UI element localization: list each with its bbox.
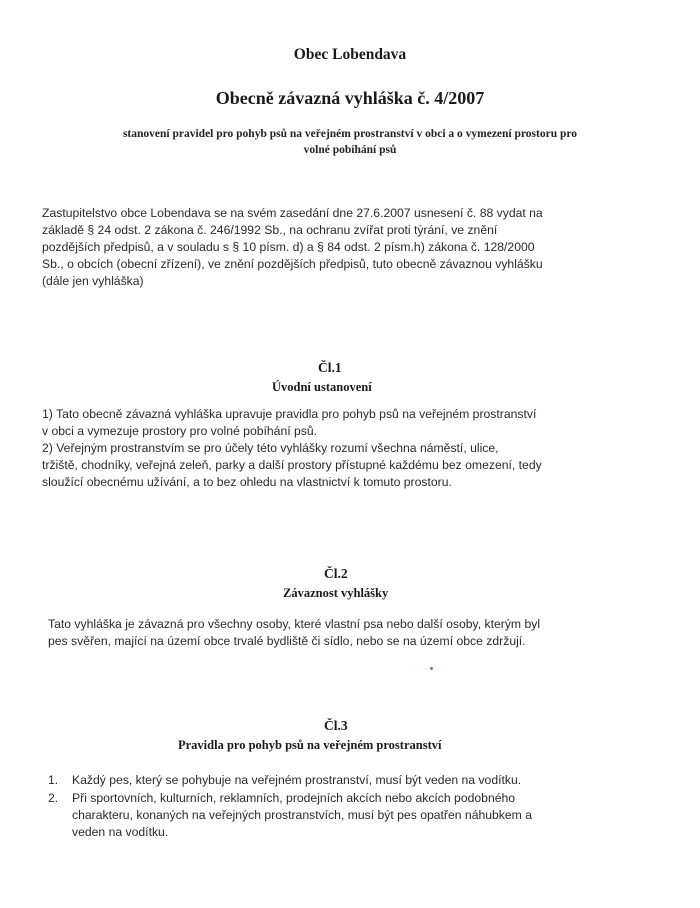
article-1-number: Čl.1 (318, 360, 342, 375)
intro-line: (dále jen vyhláška) (42, 274, 144, 288)
article-2-body (48, 616, 648, 650)
article-3-number: Čl.3 (324, 718, 348, 733)
intro-line: základě § 24 odst. 2 zákona č. 246/1992 Sb., na ochranu zvířat proti týrání, ve znění (42, 223, 498, 237)
article-2-line: pes svěřen, mající na území obce trvalé bydliště či sídlo, nebo se na území obce zdržují. (48, 634, 526, 648)
scan-speck (430, 667, 433, 670)
list-item-number: 2. (48, 791, 59, 805)
list-item-number: 1. (48, 773, 59, 787)
document-subtitle (0, 126, 700, 158)
article-3-list (48, 772, 648, 852)
article-1-body (42, 406, 642, 491)
subtitle-line: volné pobíhání psů (303, 144, 397, 156)
article-1-title: Úvodní ustanovení (272, 380, 372, 394)
list-item-text: Každý pes, který se pohybuje na veřejném prostranství, musí být veden na vodítku. (72, 773, 522, 787)
article-1-line: tržiště, chodníky, veřejná zeleň, parky a další prostory přístupné každému bez omezení, tedy (42, 458, 542, 472)
article-2-line: Tato vyhláška je závazná pro všechny osoby, které vlastní psa nebo další osoby, kterým byl (48, 617, 541, 631)
municipality-name: Obec Lobendava (293, 46, 407, 63)
article-1-line: 1) Tato obecně závazná vyhláška upravuje pravidla pro pohyb psů na veřejném prostranství (42, 407, 537, 421)
article-3-title: Pravidla pro pohyb psů na veřejném prostranství (178, 738, 442, 752)
subtitle-line: stanovení pravidel pro pohyb psů na veřejném prostranství v obci a o vymezení prostoru pro (122, 128, 578, 140)
document-title: Obecně závazná vyhláška č. 4/2007 (215, 88, 485, 108)
article-2-title: Závaznost vyhlášky (283, 586, 389, 600)
intro-line: pozdějších předpisů, a v souladu s § 10 písm. d) a § 84 odst. 2 písm.h) zákona č. 128/2000 (42, 240, 535, 254)
list-item-text: Při sportovních, kulturních, reklamních, prodejních akcích nebo akcích podobného (72, 791, 516, 805)
article-1-line: sloužící obecnému užívání, a to bez ohledu na vlastnictví k tomuto prostoru. (42, 475, 452, 489)
intro-paragraph (42, 205, 632, 290)
article-2-number: Čl.2 (324, 566, 348, 581)
intro-line: Zastupitelstvo obce Lobendava se na svém zasedání dne 27.6.2007 usnesení č. 88 vydat na (42, 206, 543, 220)
intro-line: Sb., o obcích (obecní zřízení), ve znění pozdějších předpisů, tuto obecně závaznou vyhlášku (42, 257, 543, 271)
article-1-line: 2) Veřejným prostranstvím se pro účely této vyhlášky rozumí všechna náměstí, ulice, (42, 441, 499, 455)
list-item-text: charakteru, konaných na veřejných prostranstvích, musí být pes opatřen náhubkem a (72, 808, 532, 822)
article-1-line: v obci a vymezuje prostory pro volné pobíhání psů. (42, 424, 318, 438)
list-item-text: veden na vodítku. (72, 825, 169, 839)
